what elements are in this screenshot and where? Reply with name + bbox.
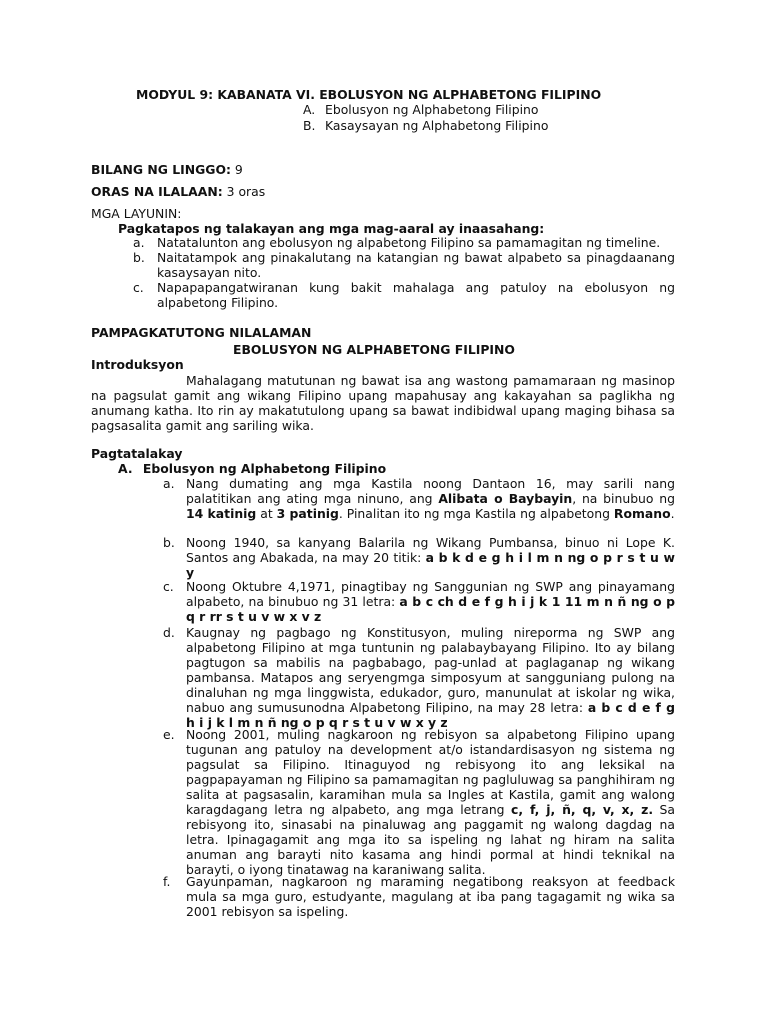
item-b-label: b. — [163, 535, 175, 550]
item-c-b1: a b c ch d e f g h i j k 1 11 m n ñ ng o p q r rr s t u v w x v z — [186, 594, 675, 624]
item-d-label: d. — [163, 625, 175, 640]
header-item-b-label: B. — [303, 118, 316, 133]
item-e-t1: Noong 2001, muling nagkaroon ng rebisyon sa alpabetong Filipino upang tugunan ang patuloy na development at/o istandardisasyon ng sistema ng pagsulat sa Filipino. Itinaguyod ng rebisyong ito ang leksikal na pagpapayaman ng Filipino sa pamamagitan ng pagluluwag sa panghihiram ng salita at pagsasalin, karamihan mula sa Ingles at Kastila, gamit ang walong karagdagang letra ng alpabeto, ang mga letrang — [186, 727, 675, 817]
header-item-b-text: Kasaysayan ng Alphabetong Filipino — [325, 118, 549, 133]
layunin-item-b-label: b. — [133, 250, 145, 265]
header-item-a-label: A. — [303, 102, 316, 117]
item-c-t1: Noong Oktubre 4,1971, pinagtibay ng Sanggunian ng SWP ang pinayamang alpabeto, na binubuo ng 31 letra: — [186, 579, 675, 609]
item-a-t5: . — [670, 506, 675, 521]
header-item-b — [303, 118, 549, 133]
layunin-item-a-label: a. — [133, 235, 145, 250]
item-e-text — [186, 727, 675, 877]
item-d-b1: a b c d e f g h i j k l m n ñ ng o p q r s t u v w x y z — [186, 700, 675, 730]
header-item-a-text: Ebolusyon ng Alphabetong Filipino — [325, 102, 539, 117]
item-a-t4: . Pinalitan ito ng mga Kastila ng alpabetong — [338, 506, 614, 521]
item-a-b2: 14 katinig — [186, 506, 257, 521]
header-item-a — [303, 102, 539, 117]
item-a-label: a. — [163, 476, 175, 491]
layunin-item-a: Natatalunton ang ebolusyon ng alpabetong Filipino sa pamamagitan ng timeline. — [157, 235, 661, 250]
item-f-text: Gayunpaman, nagkaroon ng maraming negatibong reaksyon at feedback mula sa mga guro, estudyante, magulang at iba pang tagagamit ng wika sa 2001 rebisyon sa ispeling. — [186, 874, 675, 919]
item-b-t1: Noong 1940, sa kanyang Balarila ng Wikang Pumbansa, binuo ni Lope K. Santos ang Abakada, na may 20 titik: — [186, 535, 675, 565]
item-a-b3: 3 patinig — [276, 506, 339, 521]
item-a-b4: Romano — [613, 506, 671, 521]
layunin-item-b: Naitatampok ang pinakalutang na katangian ng bawat alpabeto sa pinagdaanang kasaysayan nito. — [157, 250, 675, 280]
section-a-label: A. — [118, 461, 133, 476]
layunin-item-c-label: c. — [133, 280, 144, 295]
item-c-label: c. — [163, 579, 174, 594]
oras-na-ilalaan — [91, 184, 265, 199]
item-a-t2: , na binubuo ng — [572, 491, 675, 506]
item-e-b1: c, f, j, ñ, q, v, x, z. — [511, 802, 654, 817]
linggo-label: BILANG NG LINGGO: — [91, 162, 231, 177]
linggo-value: 9 — [234, 162, 243, 177]
item-f-label: f. — [163, 874, 171, 889]
oras-value: 3 oras — [226, 184, 266, 199]
item-d-t1: Kaugnay ng pagbago ng Konstitusyon, muling nireporma ng SWP ang alpabetong Filipino at mga tuntunin ng palabaybayang Filipino. Ito ay bilang pagtugon sa mabilis na pagbabago, pag-unlad at paglaganap ng wikang pambansa. Matapos ang seryengmga simposyum at sangguniang pulong na dinaluhan ng mga linggwista, edukador, guro, manunulat at iskolar ng wika, nabuo ang sumusunodna Alpabetong Filipino, na may 28 letra: — [186, 625, 675, 715]
section-a-title: Ebolusyon ng Alphabetong Filipino — [142, 461, 387, 476]
item-a-b1: Alibata o Baybayin — [438, 491, 573, 506]
layunin-intro: Pagkatapos ng talakayan ang mga mag-aaral ay inaasahang: — [118, 221, 545, 236]
item-e-label: e. — [163, 727, 175, 742]
oras-label: ORAS NA ILALAAN: — [91, 184, 223, 199]
pagtatalakay-heading: Pagtatalakay — [91, 446, 183, 461]
item-e-t2: Sa rebisyong ito, sinasabi na pinaluwag ang paggamit ng walong dagdag na letra. Ipinagagamit ang mga ito sa ispeling ng lahat ng hiram na salita anuman ang barayti nito kasama ang hindi pormal at hindi teknikal na barayti, o iyong tinatawag na karaniwang salita. — [186, 802, 675, 877]
item-b-b1: a b k d e g h i l m n ng o p r s t u w y — [186, 550, 675, 580]
bilang-ng-linggo — [91, 162, 243, 177]
item-c-text — [186, 579, 675, 624]
introduksyon-body: Mahalagang matutunan ng bawat isa ang wastong pamamaraan ng masinop na pagsulat gamit ang wikang Filipino upang mapahusay ang kakayahan sa paglikha ng anumang katha. Ito rin ay makatutulong upang sa bawat indibidwal upang maging bihasa sa pagsasalita gamit ang sariling wika. — [91, 373, 675, 433]
introduksyon-heading: Introduksyon — [91, 357, 184, 372]
item-a-t1: Nang dumating ang mga Kastila noong Dantaon 16, may sarili nang palatitikan ang ating mga ninuno, ang — [186, 476, 675, 506]
item-d-text — [186, 625, 675, 730]
layunin-item-c: Napapapangatwiranan kung bakit mahalaga ang patuloy na ebolusyon ng alpabetong Filipino. — [157, 280, 675, 310]
layunin-heading: MGA LAYUNIN: — [91, 206, 182, 221]
item-a-text — [186, 476, 675, 521]
section-a-heading — [118, 461, 386, 476]
nilalaman-heading: PAMPAGKATUTONG NILALAMAN — [91, 325, 312, 340]
item-b-text — [186, 535, 675, 580]
item-a-t3: at — [256, 506, 277, 521]
nilalaman-title: EBOLUSYON NG ALPHABETONG FILIPINO — [233, 342, 515, 357]
module-title: MODYUL 9: KABANATA VI. EBOLUSYON NG ALPHABETONG FILIPINO — [136, 87, 602, 102]
